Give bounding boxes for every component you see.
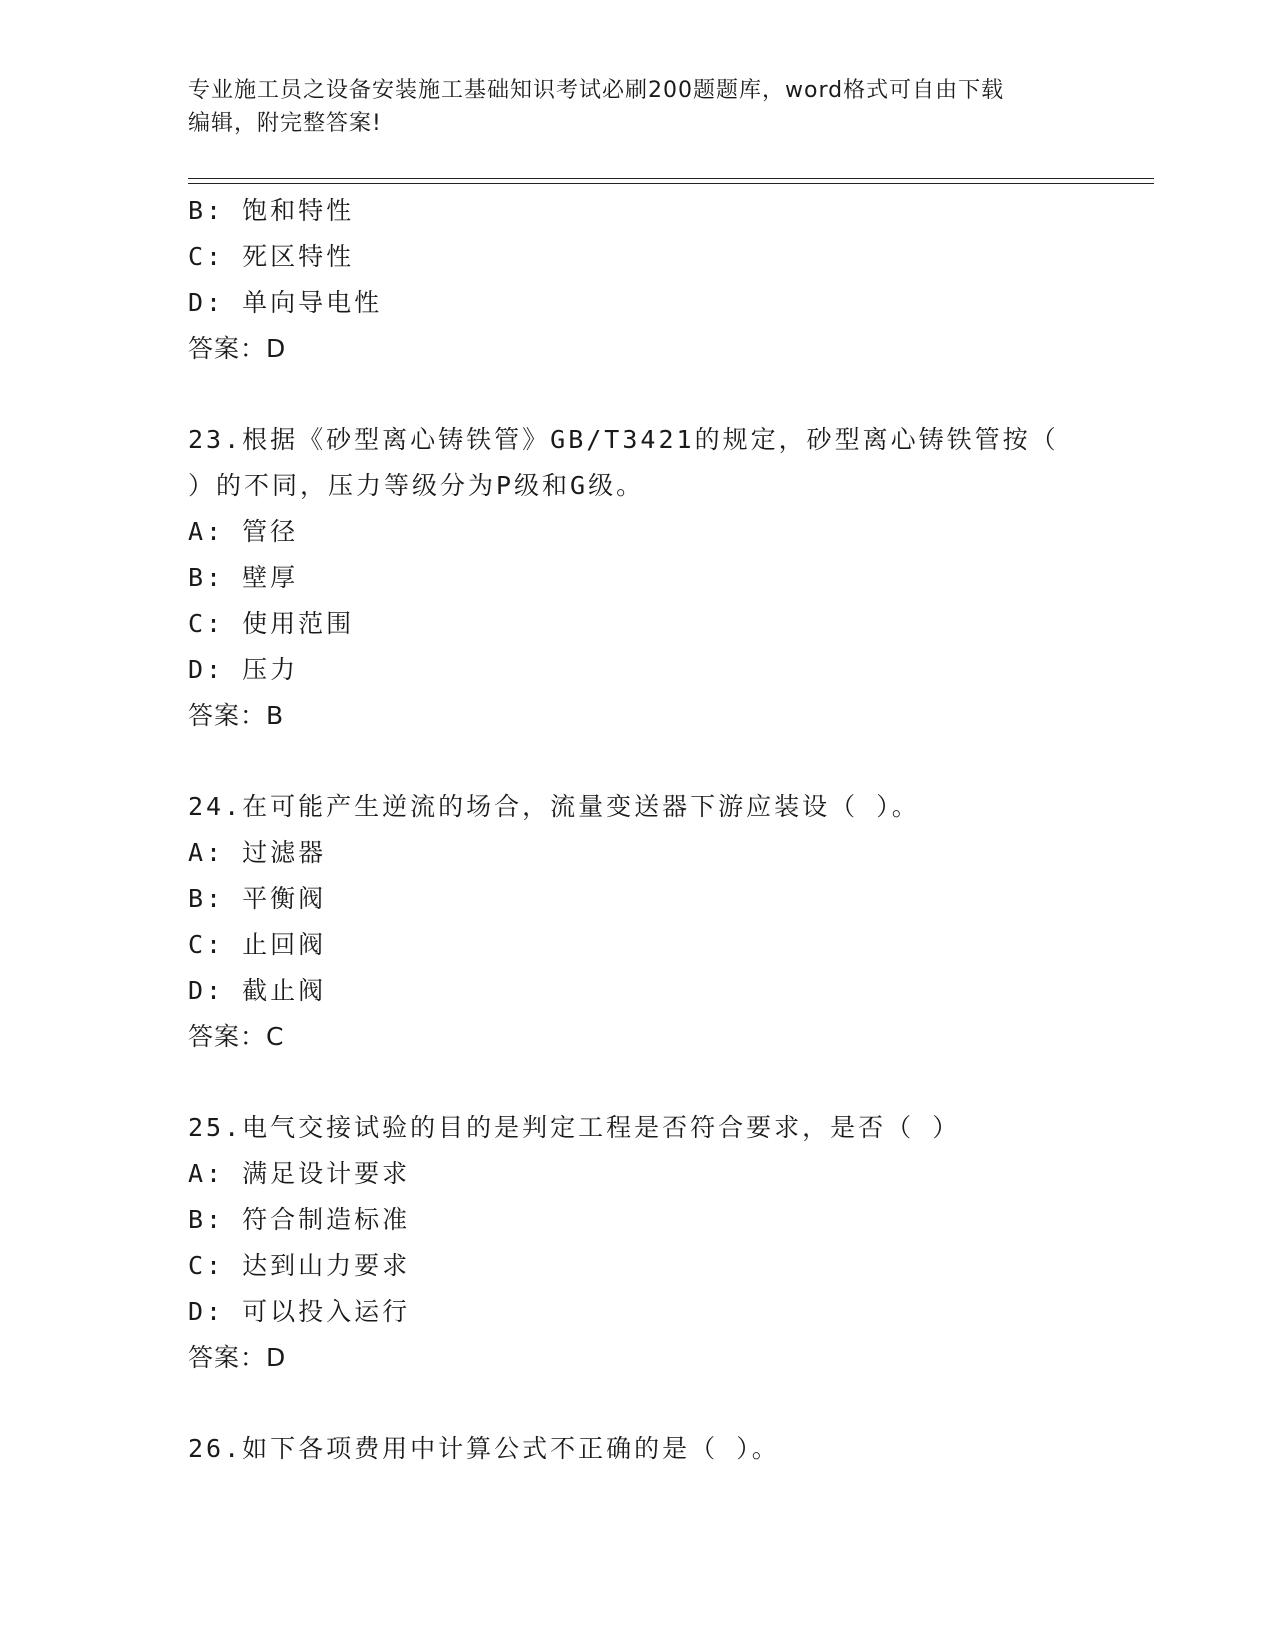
option: D: 单向导电性 xyxy=(188,288,383,317)
answer: 答案：D xyxy=(188,1343,287,1372)
header-divider xyxy=(188,178,1154,179)
header-line: 编辑，附完整答案! xyxy=(188,111,382,136)
header-divider xyxy=(188,183,1154,184)
document-header xyxy=(188,74,1088,140)
option: D: 可以投入运行 xyxy=(188,1297,411,1326)
option: B: 符合制造标准 xyxy=(188,1205,411,1234)
option: C: 止回阀 xyxy=(188,930,327,959)
option: D: 截止阀 xyxy=(188,976,327,1005)
option: C: 达到山力要求 xyxy=(188,1251,411,1280)
option: C: 死区特性 xyxy=(188,242,355,271)
option: D: 压力 xyxy=(188,655,299,684)
option: A: 过滤器 xyxy=(188,838,327,867)
answer: 答案：B xyxy=(188,701,285,730)
option: B: 饱和特性 xyxy=(188,196,355,225)
question-25 xyxy=(188,1105,1128,1381)
question-22-remainder xyxy=(188,188,1128,372)
option: A: 满足设计要求 xyxy=(188,1159,411,1188)
question-stem: 25.电气交接试验的目的是判定工程是否符合要求，是否（ ） xyxy=(188,1113,961,1142)
question-list xyxy=(188,188,1128,1472)
question-stem: 24.在可能产生逆流的场合，流量变送器下游应装设（ ）。 xyxy=(188,792,920,821)
answer: 答案：D xyxy=(188,334,287,363)
option: C: 使用范围 xyxy=(188,609,355,638)
question-23 xyxy=(188,417,1128,739)
question-26 xyxy=(188,1426,1128,1472)
question-stem: 23.根据《砂型离心铸铁管》GB/T3421的规定，砂型离心铸铁管按（ xyxy=(188,425,1059,454)
header-line: 专业施工员之设备安装施工基础知识考试必刷200题题库，word格式可自由下载 xyxy=(188,78,1005,103)
option: B: 平衡阀 xyxy=(188,884,327,913)
answer: 答案：C xyxy=(188,1022,285,1051)
question-stem: ）的不同，压力等级分为P级和G级。 xyxy=(188,471,645,500)
option: B: 壁厚 xyxy=(188,563,299,592)
question-stem: 26.如下各项费用中计算公式不正确的是（ ）。 xyxy=(188,1434,780,1463)
option: A: 管径 xyxy=(188,517,299,546)
question-24 xyxy=(188,784,1128,1060)
